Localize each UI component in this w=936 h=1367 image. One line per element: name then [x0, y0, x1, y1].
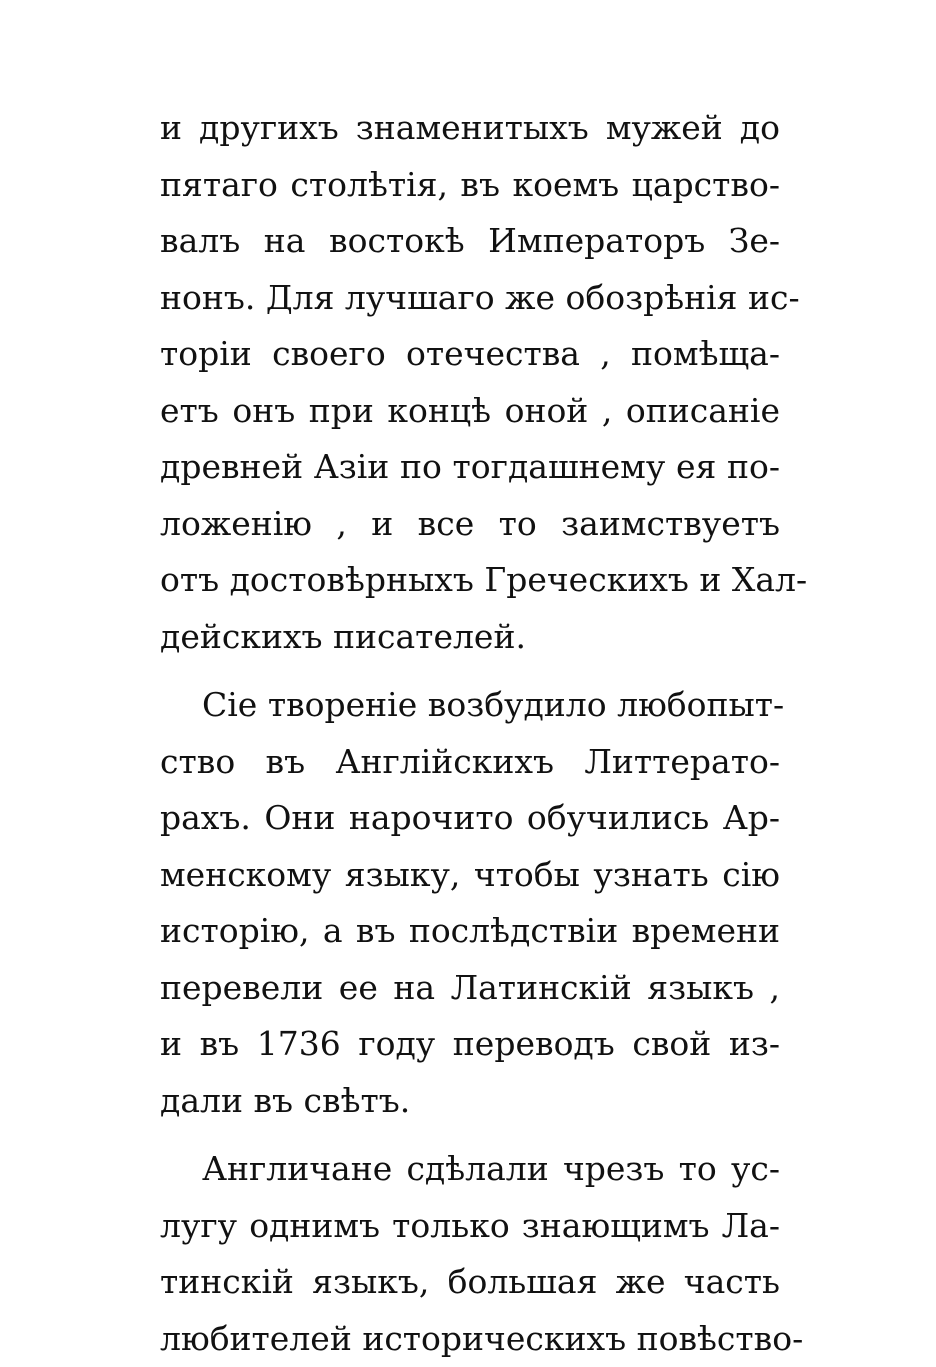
- text-line: перевели ее на Латинскій языкъ ,: [160, 960, 780, 1017]
- text-line: отъ достовѣрныхъ Греческихъ и Хал-: [160, 552, 780, 609]
- text-line: дейскихъ писателей.: [160, 609, 780, 666]
- text-line: исторію, а въ послѣдствіи времени: [160, 903, 780, 960]
- text-line: лугу однимъ только знающимъ Ла-: [160, 1198, 780, 1255]
- text-line: дали въ свѣтъ.: [160, 1073, 780, 1130]
- paragraph-2: [160, 677, 780, 1129]
- paragraph-3: [160, 1141, 780, 1367]
- text-line: любителей историческихъ повѣство-: [160, 1311, 780, 1367]
- text-line: торіи своего отечества , помѣща-: [160, 326, 780, 383]
- text-line: ство въ Англійскихъ Литтерато-: [160, 734, 780, 791]
- text-line: валъ на востокѣ Императоръ Зе-: [160, 213, 780, 270]
- text-line: рахъ. Они нарочито обучились Ар-: [160, 790, 780, 847]
- text-line: Сіе твореніе возбудило любопыт-: [160, 677, 780, 734]
- text-line: нонъ. Для лучшаго же обозрѣнія ис-: [160, 270, 780, 327]
- text-line: пятаго столѣтія, въ коемъ царство-: [160, 157, 780, 214]
- text-line: етъ онъ при концѣ оной , описаніе: [160, 383, 780, 440]
- text-line: Англичане сдѣлали чрезъ то ус-: [160, 1141, 780, 1198]
- text-line: тинскій языкъ, большая же часть: [160, 1254, 780, 1311]
- text-line: древней Азіи по тогдашнему ея по-: [160, 439, 780, 496]
- text-line: и въ 1736 году переводъ свой из-: [160, 1016, 780, 1073]
- page-body-text: [160, 100, 780, 1367]
- paragraph-1: [160, 100, 780, 665]
- text-line: и другихъ знаменитыхъ мужей до: [160, 100, 780, 157]
- text-line: ложенію , и все то заимствуетъ: [160, 496, 780, 553]
- text-line: менскому языку, чтобы узнать сію: [160, 847, 780, 904]
